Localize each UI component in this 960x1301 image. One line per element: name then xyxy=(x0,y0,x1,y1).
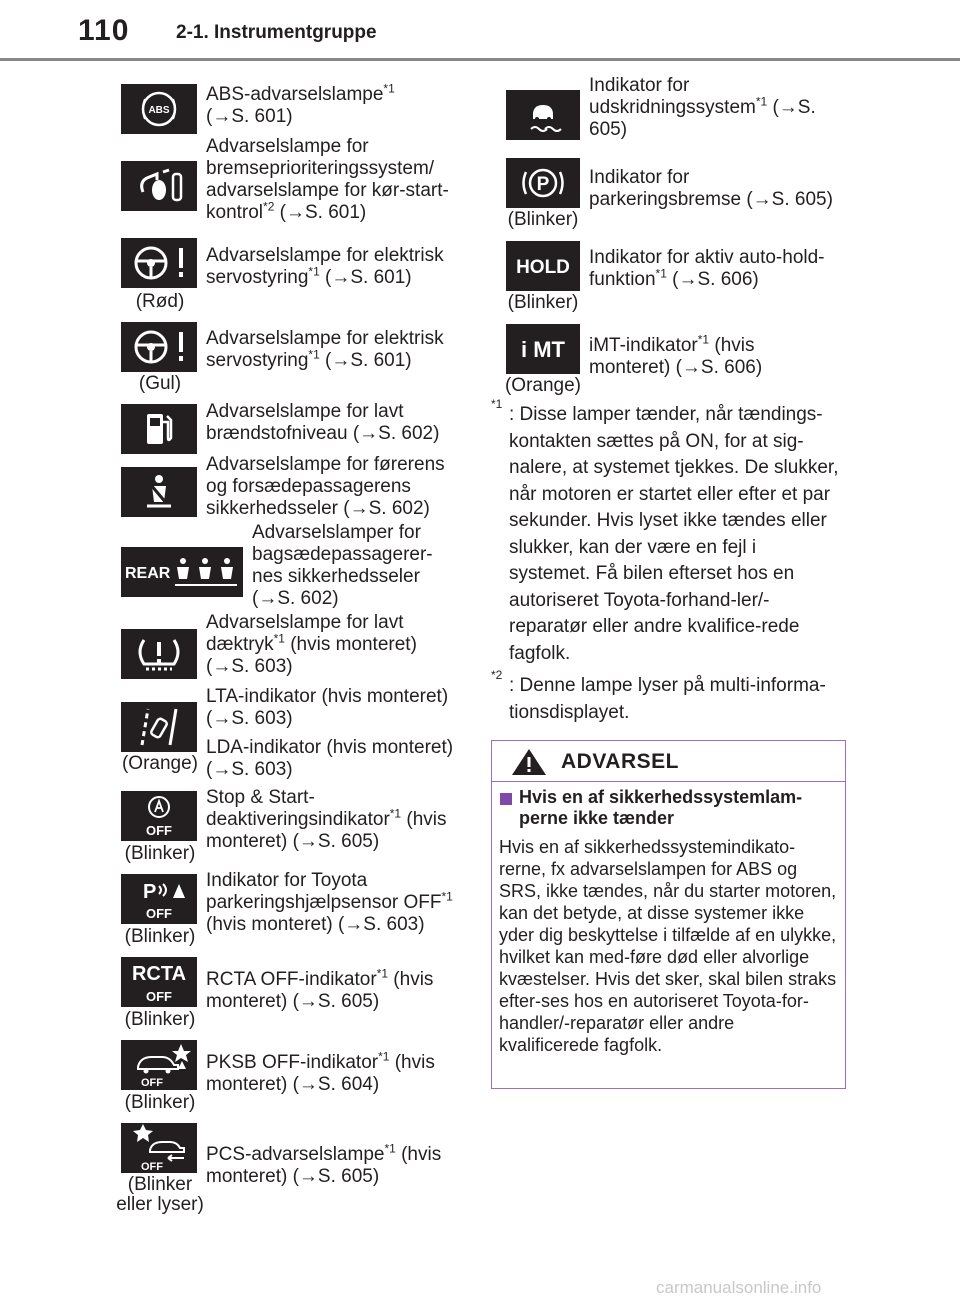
page-header xyxy=(0,0,960,62)
svg-text:OFF: OFF xyxy=(141,1077,163,1089)
imt-description: iMT-indikator$^{*1}$ (hvis monteret) (→S. 606) xyxy=(589,332,763,378)
steering-yellow-caption: (Gul) xyxy=(138,373,182,394)
rear-seatbelt-description: Advarselslamper for bagsædepassagerer-nes sikkerhedsseler (→S. 602) xyxy=(252,522,433,609)
rear-label: REAR xyxy=(125,565,171,582)
parking-sensor-description: Indikator for Toyota parkeringshjælpsensor OFF$^{*1}$ (hvis monteret) (→S. 603) xyxy=(206,870,453,935)
svg-text:OFF: OFF xyxy=(146,989,172,1004)
pcs-warning-icon xyxy=(121,1123,197,1173)
warning-subtitle: Hvis en af sikkerhedssystemlam-perne ikke tænder xyxy=(519,787,803,828)
warning-body: Hvis en af sikkerhedssystemindikato-rerne, fx advarselslampen for ABS og SRS, ikke tændes, når du starter motoren, kan det betyde, at disse systemer ikke yder dig beskyttelse i tilfælde af en ulykke, hvilket kan med-føre død eller alvorlige kvæstelser. Hvis det sker, skal bilen straks efter-ses hos en autoriseret Toyota-for-handler/-reparatør eller andre kvalificerede fagfolk. xyxy=(499,837,837,1055)
rcta-off-icon xyxy=(121,957,197,1007)
steering-warning-yellow-icon xyxy=(121,322,197,372)
svg-text:OFF: OFF xyxy=(146,906,172,921)
lane-assist-icon xyxy=(121,702,197,752)
imt-icon xyxy=(506,324,580,374)
off-label: OFF xyxy=(146,823,172,838)
brake-override-description: Advarselslampe for bremseprioriteringssystem/ advarselslampe for kør-start-kontrol$^{*2}$ (→S. 601) xyxy=(206,136,449,223)
pcs-description: PCS-advarselslampe$^{*1}$ (hvis monteret) (→S. 605) xyxy=(206,1141,442,1187)
seatbelt-icon xyxy=(121,467,197,517)
abs-warning-icon xyxy=(121,84,197,134)
steering-warning-red-icon xyxy=(121,238,197,288)
abs-description: ABS-advarselslampe$^{*1}$ (→S. 601) xyxy=(206,81,395,127)
pksb-caption: (Blinker) xyxy=(124,1092,196,1113)
warning-box xyxy=(491,740,846,1089)
skid-description: Indikator for udskridningssystem$^{*1}$ (→S. 605) xyxy=(589,75,816,140)
rcta-label: RCTA xyxy=(131,963,187,985)
stop-start-description: Stop & Start-deaktiveringsindikator$^{*1}$ (hvis monteret) (→S. 605) xyxy=(206,787,447,852)
hold-icon xyxy=(506,241,580,291)
hold-caption: (Blinker) xyxy=(507,292,579,313)
stop-start-off-icon xyxy=(121,791,197,841)
abs-label: ABS xyxy=(148,105,170,116)
lane-assist-caption: (Orange) xyxy=(121,753,199,774)
warning-title: ADVARSEL xyxy=(561,750,679,773)
page-number: 110 xyxy=(78,14,130,47)
pksb-description: PKSB OFF-indikator$^{*1}$ (hvis monteret) (→S. 604) xyxy=(206,1049,435,1095)
brake-override-icon xyxy=(121,161,197,211)
section-title: 2-1. Instrumentgruppe xyxy=(176,22,377,43)
lda-description: LDA-indikator (hvis monteret) (→S. 603) xyxy=(206,737,454,780)
header-divider xyxy=(0,58,960,61)
rcta-caption: (Blinker) xyxy=(124,1009,196,1030)
steering-red-caption: (Rød) xyxy=(135,291,185,312)
stop-start-caption: (Blinker) xyxy=(124,843,196,864)
parking-brake-description: Indikator for parkeringsbremse (→S. 605) xyxy=(589,167,833,210)
parking-brake-icon xyxy=(506,158,580,208)
imt-label: i MT xyxy=(521,337,565,362)
pcs-caption: (Blinker eller lyser) xyxy=(116,1174,204,1215)
low-fuel-icon xyxy=(121,404,197,454)
pksb-off-icon xyxy=(121,1040,197,1090)
lta-description: LTA-indikator (hvis monteret) (→S. 603) xyxy=(206,686,449,729)
parking-brake-caption: (Blinker) xyxy=(507,209,579,230)
warning-triangle-icon xyxy=(510,747,548,777)
parking-sensor-caption: (Blinker) xyxy=(124,926,196,947)
rear-seatbelt-icon xyxy=(121,547,243,597)
bullet-square-icon xyxy=(500,793,512,805)
warning-header xyxy=(492,741,845,782)
parking-sensor-off-icon xyxy=(121,874,197,924)
tire-pressure-description: Advarselslampe for lavt dæktryk$^{*1}$ (hvis monteret) (→S. 603) xyxy=(206,612,417,677)
low-fuel-description: Advarselslampe for lavt brændstofniveau (→S. 602) xyxy=(206,401,440,444)
seatbelt-description: Advarselslampe for førerens og forsædepassagerens sikkerhedsseler (→S. 602) xyxy=(206,454,445,519)
hold-label: HOLD xyxy=(516,257,570,278)
tire-pressure-icon xyxy=(121,629,197,679)
imt-caption: (Orange) xyxy=(504,375,582,396)
rcta-description: RCTA OFF-indikator$^{*1}$ (hvis monteret) (→S. 605) xyxy=(206,966,434,1012)
svg-text:OFF: OFF xyxy=(141,1161,163,1172)
svg-text:P: P xyxy=(536,174,550,195)
hold-description: Indikator for aktiv auto-hold-funktion$^{*1}$ (→S. 606) xyxy=(589,247,825,290)
watermark: carmanualsonline.info xyxy=(656,1278,822,1297)
parking-label: P xyxy=(143,881,157,903)
steering-yellow-description: Advarselslampe for elektrisk servostyring$^{*1}$ (→S. 601) xyxy=(206,328,444,371)
steering-red-description: Advarselslampe for elektrisk servostyring$^{*1}$ (→S. 601) xyxy=(206,245,444,288)
skid-indicator-icon xyxy=(506,90,580,140)
